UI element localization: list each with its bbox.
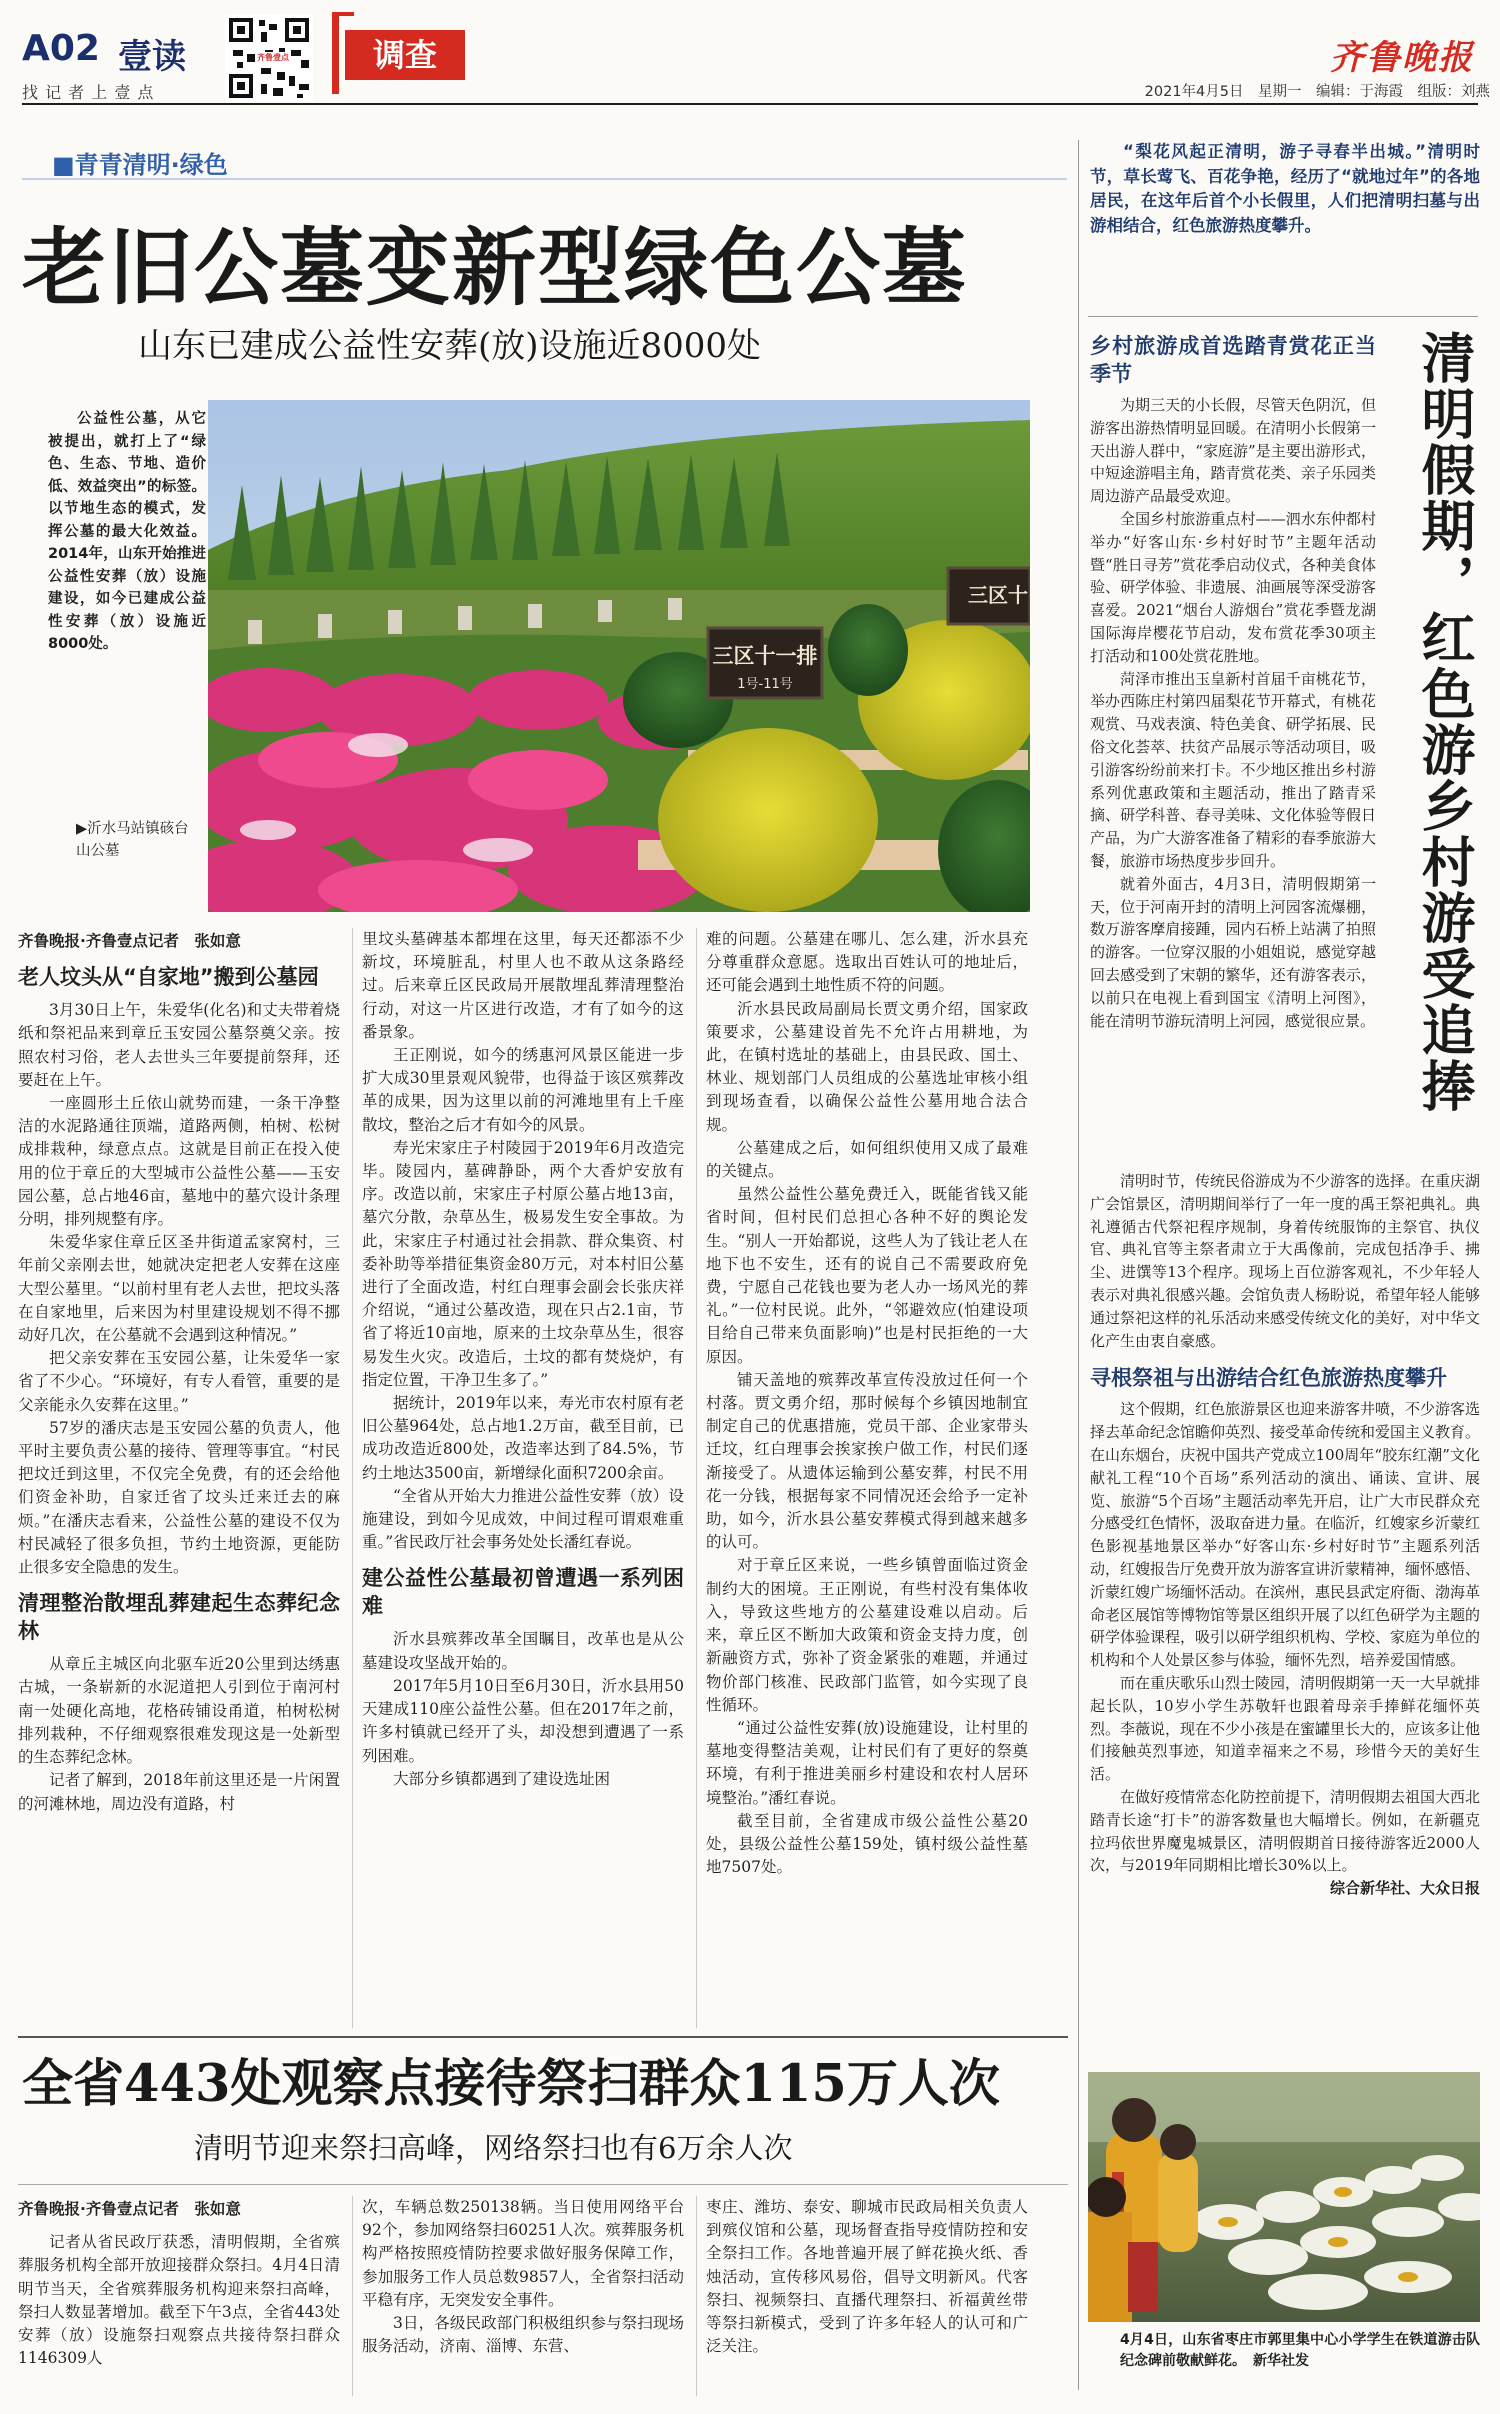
paragraph: 这个假期，红色旅游景区也迎来游客井喷，不少游客选择去革命纪念馆瞻仰英烈、接受革命传统和爱国主义教育。在山东烟台，庆祝中国共产党成立100周年“胶东红潮”文化献礼工程“10个百场”系列活动的演出、诵读、宣讲、展览、旅游“5个百场”主题活动率先开启，让广大市民群众充分感受红色情怀，汲取奋进力量。在临沂，红嫂家乡沂蒙红色影视基地景区举办“好客山东·乡村好时节”主题系列活动，红嫂报告厅免费开放为游客宣讲沂蒙精神，缅怀感悟、沂蒙红嫂广场缅怀活动。在滨州，惠民县武定府衙、渤海革命老区展馆等博物馆等景区组织开展了以红色研学为主题的研学体验课程，吸引以研学组织机构、学校、家庭为单位的机构和个人处景区参与体验，缅怀先烈，培养爱国情感。 (1090, 1400, 1480, 1670)
paragraph: 据统计，2019年以来，寿光市农村原有老旧公墓964处，总占地1.2万亩，截至目前，已成功改造近800处，改造率达到了84.5%，节约土地达3500亩，新增绿化面积7200余亩。 (362, 1394, 684, 1482)
right-vertical-title: 清明假期，红色游乡村游受追捧 (1413, 330, 1477, 1114)
paragraph: 公墓建成之后，如何组织使用又成了最难的关键点。 (706, 1138, 1028, 1181)
column-divider (696, 2196, 697, 2396)
paragraph: 记者了解到，2018年前这里还是一片闲置的河滩林地，周边没有道路，村 (18, 1771, 340, 1813)
paragraph: 大部分乡镇都遇到了建设选址困 (393, 1769, 611, 1788)
paragraph: 就着外面古，4月3日，清明假期第一天，位于河南开封的清明上河园客流爆棚，数万游客摩肩接踵，园内石桥上站满了拍照的游客。一位穿汉服的小姐姐说，感觉穿越回去感受到了宋朝的繁华，还有游客表示，以前只在电视上看到国宝《清明上河图》，能在清明节游玩清明上河园，感觉很应景。 (1090, 874, 1376, 1030)
bottom-byline: 齐鲁晚报·齐鲁壹点记者 张如意 (18, 2200, 241, 2218)
paragraph: 寿光宋家庄子村陵园于2019年6月改造完毕。陵园内，墓碑静卧，两个大香炉安放有序。改造以前，宋家庄子村原公墓占地13亩，墓穴分散，杂草丛生，极易发生安全事故。为此，宋家庄子村通过社会捐款、群众集资、村委补助等举措征集资金80万元，对本村旧公墓进行了全面改造，村红白理事会副会长张庆祥介绍说，“通过公墓改造，现在只占2.1亩，节省了将近10亩地，原来的土坟杂草丛生，很容易发生火灾。改造后，土坟的都有焚烧炉，有指定位置，干净卫生多了。” (362, 1138, 684, 1389)
bottom-col3 (706, 2196, 1028, 2406)
paragraph: 而在重庆歌乐山烈士陵园，清明假期第一天一大早就排起长队，10岁小学生苏敬轩也跟着母亲手捧鲜花缅怀英烈。李薇说，现在不少小孩是在蜜罐里长大的，应该多让他们接触英烈事迹，知道幸福来之不易，珍惜今天的美好生活。 (1090, 1673, 1480, 1784)
photo-sign-2: 三区十 (968, 583, 1028, 607)
qr-code-label: 齐鲁壹点 (257, 53, 289, 62)
paragraph: 铺天盖地的殡葬改革宣传没放过任何一个村落。贾文勇介绍，那时候每个乡镇因地制宜制定自己的优惠措施，党员干部、企业家带头迁坟，红白理事会挨家挨户做工作，村民们逐渐接受了。从遗体运输到公墓安葬，村民不用花一分钱，根据每家不同情况还会给予一定补助，如今，沂水县公墓安葬模式得到越来越多的认可。 (706, 1370, 1028, 1552)
paragraph: 全国乡村旅游重点村——泗水东仲都村举办“好客山东·乡村好时节”主题年活动暨“胜日寻芳”赏花季启动仪式，各种美食体验、研学体验、非遗展、油画展等深受游客喜爱。2021“烟台人游烟台”赏花季暨龙湖国际海岸樱花节启动，发布赏花季30项主打活动和100处赏花胜地。 (1090, 509, 1376, 665)
paragraph: 把父亲安葬在玉安园公墓，让朱爱华一家省了不少心。“环境好，有专人看管，重要的是父亲能永久安葬在这里。” (18, 1349, 340, 1414)
main-article-col3 (706, 928, 1028, 2038)
brand-logo: 齐鲁晚报 (1330, 38, 1474, 78)
section-name: 壹读 (118, 37, 186, 77)
photo-sign-sub: 1号-11号 (737, 677, 793, 692)
main-byline: 齐鲁晚报·齐鲁壹点记者 张如意 (18, 932, 241, 950)
column-divider (352, 928, 353, 2028)
page-header (0, 0, 1500, 100)
paragraph: 3日，各级民政部门积极组织参与祭扫现场服务活动，济南、淄博、东营、 (362, 2314, 684, 2356)
section-tag: 调查 (345, 30, 465, 80)
bottom-sub-rule (18, 2184, 1068, 2185)
bottom-col1 (18, 2196, 340, 2406)
paragraph: 难的问题。公墓建在哪儿、怎么建，沂水县充分尊重群众意愿。选取出百姓认可的地址后，还可能会遇到土地性质不符的问题。 (706, 930, 1028, 995)
bottom-story-rule (18, 2036, 1068, 2038)
paragraph: “全省从开始大力推进公益性安葬（放）设施建设，到如今见成效，中间过程可谓艰难重重。”省民政厅社会事务处处长潘红春说。 (362, 1486, 684, 1552)
paragraph: 朱爱华家住章丘区圣井街道孟家窝村，三年前父亲刚去世，她就决定把老人安葬在这座大型公墓里。“以前村里有老人去世，把坟头落在自家地里，后来因为村里建设规划不得不挪动好几次，在公墓就不会遇到这种情况。” (18, 1233, 340, 1345)
photo-lead-text: 公益性公墓，从它被提出，就打上了“绿色、生态、节地、造价低、效益突出”的标签。以节地生态的模式，发挥公墓的最大化效益。2014年，山东开始推进公益性安葬（放）设施建设，如今已建成公益性安葬（放）设施近8000处。 (48, 411, 206, 652)
main-headline: 老旧公墓变新型绿色公墓 (22, 218, 969, 317)
dateline: 2021年4月5日 星期一 编辑：于海霞 组版：刘燕 (1144, 84, 1490, 100)
paragraph: 一座圆形土丘依山就势而建，一条干净整洁的水泥路通往顶端，道路两侧，柏树、松树成排栽种，绿意点点。这就是目前正在投入使用的位于章丘的大型城市公益性公墓——玉安园公墓，总占地46亩，墓地中的墓穴设计条理分明，排列规整有序。 (18, 1094, 340, 1229)
right-intro-rule (1088, 316, 1478, 317)
paragraph: 在做好疫情常态化防控前提下，清明假期去祖国大西北踏青长途“打卡”的游客数量也大幅增长。例如，在新疆克拉玛依世界魔鬼城景区，清明假期首日接待游客近2000人次，与2019年同期相比增长30%以上。 (1090, 1787, 1480, 1875)
main-article-col1 (18, 928, 340, 2038)
paragraph: 清明时节，传统民俗游成为不少游客的选择。在重庆湖广会馆景区，清明期间举行了一年一度的禹王祭祀典礼。典礼遵循古代祭祀程序规制，身着传统服饰的主祭官、执仪官、典礼官等主祭者肃立于大禹像前，完成包括净手、拂尘、进馔等13个程序。现场上百位游客观礼，不少年轻人表示对典礼很感兴趣。会馆负责人杨盼说，希望年轻人能够通过祭祀这样的礼乐活动来感受传统文化的美好，对中华文化产生由衷自豪感。 (1090, 1172, 1480, 1350)
col2-subheading: 建公益性公墓最初曾遭遇一系列困难 (362, 1566, 684, 1619)
paragraph: 从章丘主城区向北驱车近20公里到达绣惠古城，一条崭新的水泥道把人引到位于南河村南一处硬化高地，花格砖铺设甬道，柏树松树排列栽种，不仔细观察很难发现这是一处新型的生态葬纪念林。 (18, 1655, 340, 1767)
page-number: A02 (22, 28, 100, 69)
source-credit: 综合新华社、大众日报 (1329, 1879, 1480, 1898)
paragraph: 沂水县殡葬改革全国瞩目，改革也是从公墓建设攻坚战开始的。 (362, 1630, 684, 1672)
paragraph: 里坟头墓碑基本都埋在这里，每天还都添不少新坟，环境脏乱，村里人也不敢从这条路经过。后来章丘区民政局开展散埋乱葬清理整治行动，对这一片区进行改造，才有了如今的这番景象。 (362, 930, 684, 1041)
right-subheading-1: 乡村旅游成首选踏青赏花正当季节 (1090, 334, 1376, 386)
right-intro: “梨花风起正清明，游子寻春半出城。”清明时节，草长莺飞、百花争艳，经历了“就地过年”的各地居民，在这年后首个小长假里，人们把清明扫墓与出游相结合，红色旅游热度攀升。 (1090, 142, 1480, 235)
right-subheading-2: 寻根祭祖与出游结合红色旅游热度攀升 (1090, 1366, 1447, 1391)
header-slogan: 找 记 者 上 壹 点 (22, 83, 155, 102)
paragraph: 沂水县民政局副局长贾文勇介绍，国家政策要求，公墓建设首先不允许占用耕地，为此，在镇村选址的基础上，由县民政、国土、林业、规划部门人员组成的公墓选址审核小组到现场查看，以确保公益性公墓用地合法合规。 (706, 999, 1028, 1134)
bottom-subheadline: 清明节迎来祭扫高峰，网络祭扫也有6万余人次 (194, 2131, 793, 2165)
students-photo (1088, 2072, 1480, 2322)
column-title: ■青青清明·绿色 (52, 151, 228, 179)
column-divider (352, 2196, 353, 2396)
col1-subheading-2: 清理整治散埋乱葬建起生态葬纪念林 (18, 1591, 340, 1644)
paragraph: 菏泽市推出玉皇新村首届千亩桃花节，举办西陈庄村第四届梨花节开幕式，有桃花观赏、马戏表演、特色美食、研学拓展、民俗文化荟萃、扶贫产品展示等活动项目，吸引游客纷纷前来打卡。不少地区推出乡村游系列优惠政策和主题活动，推出了踏青采摘、研学科普、春寻美味、文化体验等假日产品，为广大游客准备了精彩的春季旅游大餐，旅游市场热度步步回升。 (1090, 669, 1376, 870)
paragraph: 截至目前，全省建成市级公益性公墓20处，县级公益性公墓159处，镇村级公益性墓地7507处。 (706, 1811, 1028, 1877)
paragraph: 王正刚说，如今的绣惠河风景区能进一步扩大成30里景观风貌带，也得益于该区殡葬改革的成果，因为这里以前的河滩地里有上千座散坟，整治之后才有如今的风景。 (362, 1046, 684, 1134)
column-title-bar (22, 140, 1067, 180)
students-photo-caption: 4月4日，山东省枣庄市郭里集中心小学学生在铁道游击队纪念碑前敬献鲜花。 新华社发 (1120, 2332, 1480, 2369)
paragraph: 2017年5月10日至6月30日，沂水县用50天建成110座公益性公墓。但在2017年之前，许多村镇就已经开了头，却没想到遭遇了一系列困难。 (362, 1676, 684, 1765)
paragraph: 为期三天的小长假，尽管天色阴沉，但游客出游热情明显回暖。在清明小长假第一天出游人群中，“家庭游”是主要出游形式，中短途游唱主角，踏青赏花类、亲子乐园类周边游产品最受欢迎。 (1090, 396, 1376, 506)
paragraph: 次，车辆总数250138辆。当日使用网络平台92个，参加网络祭扫60251人次。殡葬服务机构严格按照疫情防控要求做好服务保障工作，参加服务工作人员总数9857人，全省祭扫活动平稳有序，无突发安全事件。 (362, 2198, 684, 2309)
cemetery-photo (208, 400, 1030, 912)
paragraph: “通过公益性安葬(放)设施建设，让村里的墓地变得整洁美观，让村民们有了更好的祭奠环境，有利于推进美丽乡村建设和农村人居环境整治。”潘红春说。 (706, 1718, 1028, 1807)
main-subheadline: 山东已建成公益性安葬(放)设施近8000处 (138, 326, 762, 366)
photo-caption: ▶沂水马站镇硋台山公墓 (76, 821, 189, 859)
paragraph: 虽然公益性公墓免费迁入，既能省钱又能省时间，但村民们总担心各种不好的舆论发生。“别人一开始都说，这些人为了钱让老人在地下也不安生，还有的说自己不需要政府免费，宁愿自己花钱也要为老人办一场风光的葬礼。”一位村民说。此外，“邻避效应(怕建设项目给自己带来负面影响)”也是村民拒绝的一大原因。 (706, 1185, 1028, 1366)
right-article-mid (1090, 1170, 1480, 2070)
photo-sign: 三区十一排 (712, 644, 818, 668)
paragraph: 对于章丘区来说，一些乡镇曾面临过资金制约大的困境。王正刚说，有些村没有集体收入，导致这些地方的公墓建设难以启动。后来，章丘区不断加大政策和资金支持力度，创新融资方式，弥补了资金紧张的难题，并通过物价部门核准、民政部门监管，如今实现了良性循环。 (706, 1556, 1028, 1714)
right-column-divider (1078, 140, 1079, 2390)
paragraph: 枣庄、潍坊、泰安、聊城市民政局相关负责人到殡仪馆和公墓，现场督查指导疫情防控和安全祭扫工作。各地普遍开展了鲜花换火纸、香烛活动，宣传移风易俗，倡导文明新风。代客祭扫、视频祭扫、直播代理祭扫、祈福黄丝带等祭扫新模式，受到了许多年轻人的认可和广泛关注。 (706, 2198, 1028, 2356)
bottom-col2 (362, 2196, 684, 2406)
main-article-col2 (362, 928, 684, 2038)
bottom-headline: 全省443处观察点接待祭扫群众115万人次 (22, 2054, 1000, 2114)
paragraph: 记者从省民政厅获悉，清明假期，全省殡葬服务机构全部开放迎接群众祭扫。4月4日清明节当天，全省殡葬服务机构迎来祭扫高峰，祭扫人数显著增加。截至下午3点，全省443处安葬（放）设施祭扫观察点共接待祭扫群众1146309人 (18, 2233, 340, 2368)
paragraph: 57岁的潘庆志是玉安园公墓的负责人，他平时主要负责公墓的接待、管理等事宜。“村民把坟迁到这里，不仅完全免费，有的还会给他们资金补助，自家迁省了坟头迁来迁去的麻烦。”在潘庆志看来，公益性公墓的建设不仅为村民减轻了很多负担，节约土地资源，更能防止很多安全隐患的发生。 (18, 1418, 340, 1577)
photo-lead-box (48, 408, 206, 913)
header-rule (22, 103, 1478, 105)
col1-subheading-1: 老人坟头从“自家地”搬到公墓园 (18, 965, 319, 990)
paragraph: 3月30日上午，朱爱华(化名)和丈夫带着烧纸和祭祀品来到章丘玉安园公墓祭奠父亲。按照农村习俗，老人去世头三年要提前祭拜，还要赶在上午。 (18, 1001, 340, 1089)
column-divider (696, 928, 697, 2028)
